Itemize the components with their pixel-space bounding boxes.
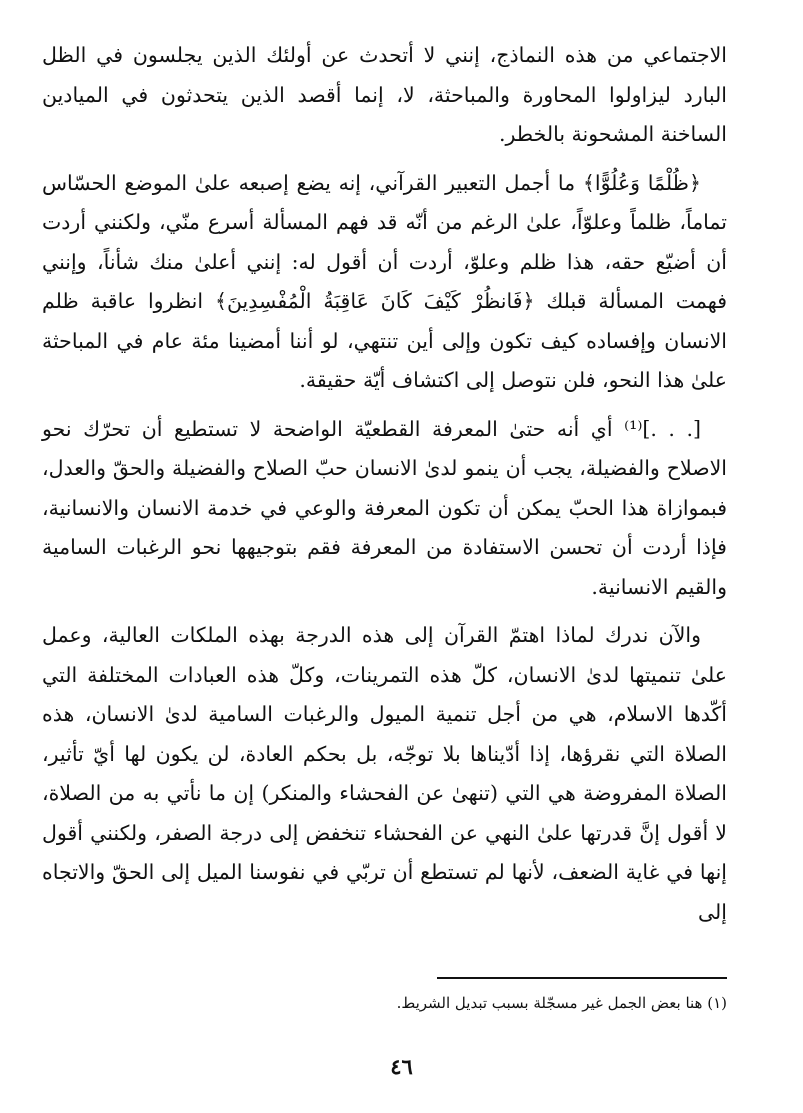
paragraph-1: الاجتماعي من هذه النماذج، إنني لا أتحدث عن أولئك الذين يجلسون في الظل البارد ليزاولوا المحاورة والمباحثة، لا، إنما أقصد الذين يتحدثون في الميادين الساخنة المشحونة بالخطر. (42, 43, 727, 146)
footnote-divider (437, 977, 727, 979)
paragraph-2: ﴿ظُلْمًا وَعُلُوًّا﴾ ما أجمل التعبير القرآني، إنه يضع إصبعه علىٰ الموضع الحسّاس تماماً، ظلماً وعلوّاً، علىٰ الرغم من أنّه قد فهم المسألة أسرع منّي، ولكنني أردت أن أضيّع حقه، هذا ظلم وعلوّ، أردت أن أقول له: إنني أعلىٰ منك شأناً، وإنني فهمت المسألة قبلك ﴿فَانظُرْ كَيْفَ كَانَ عَاقِبَةُ الْمُفْسِدِينَ﴾ انظروا عاقبة ظلم الانسان وإفساده كيف تكون وإلى أين تنتهي، لو أننا أمضينا مئة عام في المباحثة علىٰ هذا النحو، فلن نتوصل إلى اكتشاف أيّة حقيقة. (42, 170, 727, 392)
page-number: ٤٦ (390, 1054, 413, 1079)
paragraph-3: [. . .]⁽¹⁾ أي أنه حتىٰ المعرفة القطعيّة الواضحة لا تستطيع أن تحرّك نحو الاصلاح والفضيلة، يجب أن ينمو لدىٰ الانسان حبّ الصلاح والفضيلة والحقّ والعدل، فبموازاة هذا الحبّ يمكن أن تكون المعرفة والوعي في خدمة الانسان والانسانية، فإذا أردت أن تحسن الاستفادة من المعرفة فقم بتوجيهها نحو الرغبات السامية والقيم الانسانية. (42, 416, 727, 599)
paragraph-4: والآن ندرك لماذا اهتمّ القرآن إلى هذه الدرجة بهذه الملكات العالية، وعمل علىٰ تنميتها لدىٰ الانسان، كلّ هذه التمرينات، وكلّ هذه العبادات المختلفة التي أكّدها الاسلام، هي من أجل تنمية الميول والرغبات السامية لدىٰ الانسان، هذه الصلاة التي نقرؤها، إذا أدّيناها بلا توجّه، بل بحكم العادة، لن يكون لها أيّ تأثير، الصلاة المفروضة هي التي (تنهىٰ عن الفحشاء والمنكر) إن ما نأتي به من الصلاة، لا أقول إنَّ قدرتها علىٰ النهي عن الفحشاء تنخفض إلى درجة الصفر، ولكنني أقول إنها في غاية الضعف، لأنها لم تستطع أن تربّي في نفوسنا الميل إلى الحقّ والاتجاه إلى (42, 623, 727, 924)
main-text (42, 36, 727, 932)
footnote: (١) هنا بعض الجمل غير مسجّلة بسبب تبديل الشريط. (396, 994, 727, 1012)
